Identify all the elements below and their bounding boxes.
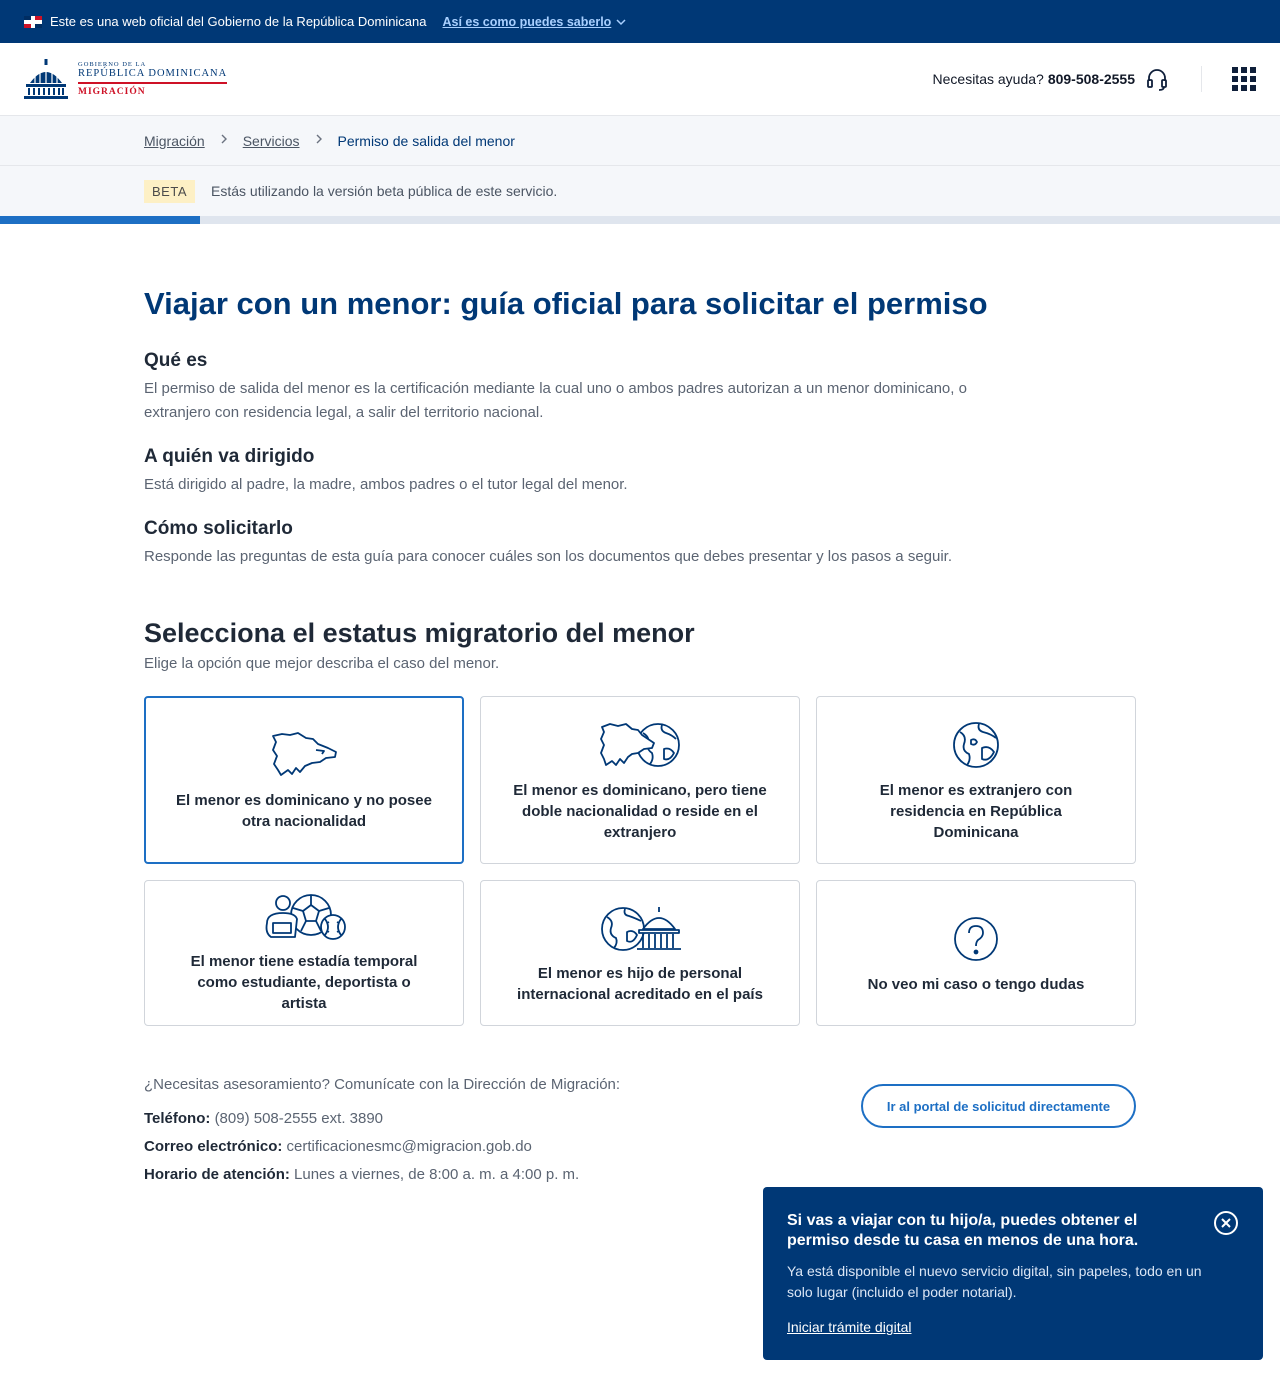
headset-icon [1145,67,1169,91]
header-divider [1201,66,1202,92]
breadcrumb-item-migracion[interactable]: Migración [144,132,205,149]
option-card-otro-caso[interactable] [816,880,1136,1026]
contact-phone-label: Teléfono: [144,1110,211,1127]
gov-banner [0,0,1280,43]
contact-email-label: Correo electrónico: [144,1138,283,1155]
globe-icon [951,718,1001,772]
toast-link[interactable]: Iniciar trámite digital [787,1319,912,1335]
section-body: Está dirigido al padre, la madre, ambos padres o el tutor legal del menor. [144,476,628,493]
chevron-down-icon [615,16,627,28]
site-header [0,43,1280,116]
section-body: Responde las preguntas de esta guía para conocer cuáles son los documentos que debes presentar y los pasos a seguir. [144,548,953,565]
contact-hours [144,1165,620,1185]
select-title: Selecciona el estatus migratorio del menor [144,618,695,648]
option-label: El menor es dominicano y no posee otra nacionalidad [176,792,432,830]
progress-fill [0,216,200,224]
breadcrumb-item-servicios[interactable]: Servicios [242,132,300,149]
option-card-estadia-temporal[interactable] [144,880,464,1026]
breadcrumb-current: Permiso de salida del menor [337,132,515,149]
dome-logo-icon [24,59,68,99]
logo-line-1: GOBIERNO DE LA [78,61,147,68]
progress-bar [0,216,1280,224]
gov-banner-text: Este es una web oficial del Gobierno de la República Dominicana [50,14,427,29]
section-heading: Cómo solicitarlo [144,518,293,539]
section-heading: Qué es [144,350,208,371]
dominican-map-icon [268,728,340,782]
contact-phone [144,1109,620,1129]
breadcrumb [0,116,1280,166]
gov-banner-link-label: Así es como puedes saberlo [442,14,612,29]
section-body: El permiso de salida del menor es la certificación mediante la cual uno o ambos padres autorizan a un menor dominicano, o extranjero con residencia legal, a salir del territorio nacional. [144,380,967,421]
chevron-right-icon [219,133,229,148]
logo-line-2: REPÚBLICA DOMINICANA [78,68,227,84]
student-sports-icon [261,893,347,943]
site-logo[interactable] [24,59,227,99]
digital-service-toast [763,1187,1263,1360]
contact-intro: ¿Necesitas asesoramiento? Comunícate con la Dirección de Migración: [144,1076,621,1093]
beta-text: Estás utilizando la versión beta pública de este servicio. [211,183,558,199]
option-card-doble-nacionalidad[interactable] [480,696,800,864]
portal-button[interactable]: Ir al portal de solicitud directamente [861,1084,1136,1128]
section-heading: A quién va dirigido [144,446,315,467]
main-content [0,286,1280,1193]
beta-banner [0,166,1280,216]
apps-grid-icon[interactable] [1232,67,1256,91]
logo-line-3: MIGRACIÓN [78,87,146,97]
help-phone: 809-508-2555 [1047,71,1135,87]
help-label: Necesitas ayuda? [932,71,1044,87]
contact-email [144,1137,620,1157]
gov-banner-link[interactable] [443,15,628,29]
question-icon [952,912,1000,966]
select-subtitle: Elige la opción que mejor describa el caso del menor. [144,655,500,672]
beta-tag: BETA [144,180,195,203]
option-card-dominicano[interactable] [144,696,464,864]
page-title: Viajar con un menor: guía oficial para solicitar el permiso [144,286,988,321]
contact-hours-label: Horario de atención: [144,1166,290,1183]
option-label: El menor es hijo de personal internacional acreditado en el país [517,965,763,1003]
option-label: El menor es dominicano, pero tiene doble nacionalidad o reside en el extranjero [513,781,767,841]
help-contact[interactable] [933,67,1169,91]
close-icon[interactable] [1213,1210,1239,1236]
contact-hours-value: Lunes a viernes, de 8:00 a. m. a 4:00 p. m. [294,1166,580,1183]
globe-capitol-icon [599,901,681,955]
option-card-personal-internacional[interactable] [480,880,800,1026]
options-grid [144,696,1136,1026]
contact-section [144,1076,1136,1193]
contact-phone-value: (809) 508-2555 ext. 3890 [214,1110,384,1127]
toast-title: Si vas a viajar con tu hijo/a, puedes obtener el permiso desde tu casa en menos de una hora. [787,1212,1139,1249]
chevron-right-icon [314,133,324,148]
dominican-flag-icon [24,16,42,28]
option-label: El menor es extranjero con residencia en República Dominicana [879,781,1073,841]
option-label: No veo mi caso o tengo dudas [867,975,1085,993]
option-card-extranjero-residencia[interactable] [816,696,1136,864]
option-label: El menor tiene estadía temporal como estudiante, deportista o artista [190,952,418,1012]
toast-body: Ya está disponible el nuevo servicio digital, sin papeles, todo en un solo lugar (incluido el poder notarial). [787,1263,1202,1300]
map-globe-icon [598,718,682,772]
contact-email-value[interactable]: certificacionesmc@migracion.gob.do [286,1138,532,1155]
